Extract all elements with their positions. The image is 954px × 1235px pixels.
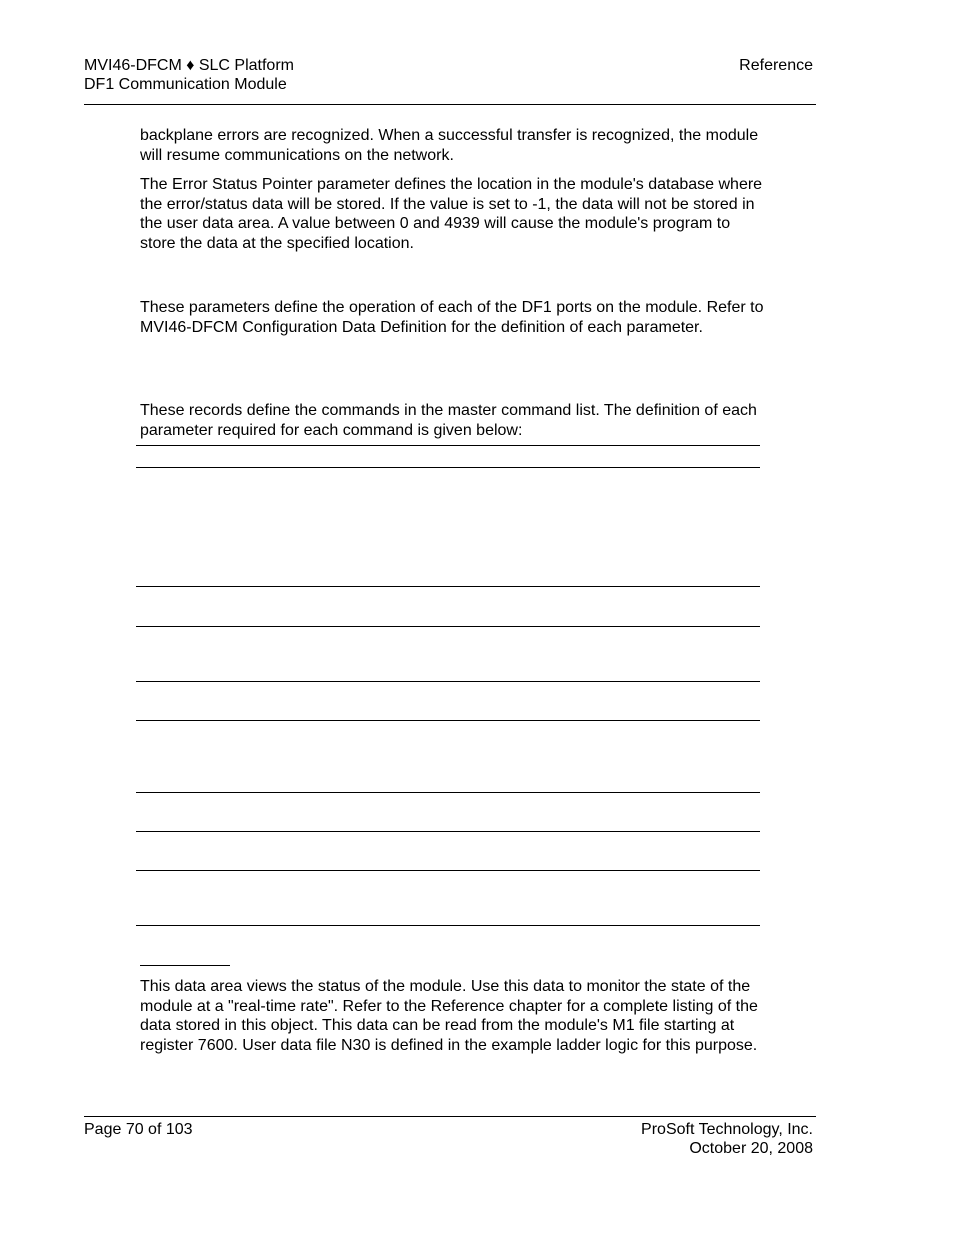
paragraph-df1-port-parameters: These parameters define the operation of each of the DF1 ports on the module. Refer to MVI46-DFCM Configuration Data Definition for the definition of each parameter. [140,299,764,336]
paragraph-status-data-area: This data area views the status of the module. Use this data to monitor the state of the module at a "real-time rate". Refer to the Reference chapter for a complete listing of the data stored in this object. This data can be read from the module's M1 file starting at register 7600. User data file N30 is defined in the example ladder logic for this purpose. [140,978,758,1054]
footer-date: October 20, 2008 [689,1140,813,1157]
table-rule [136,681,760,682]
table-rule [136,925,760,926]
footer-page-number: Page 70 of 103 [84,1121,193,1138]
table-rule [136,445,760,446]
header-title-line2: DF1 Communication Module [84,76,287,93]
table-rule [136,831,760,832]
section-short-rule [140,965,230,966]
table-rule [136,720,760,721]
paragraph-master-command-list: These records define the commands in the master command list. The definition of each parameter required for each command is given below: [140,402,757,439]
table-rule [136,870,760,871]
table-rule [136,586,760,587]
header-title-line1: MVI46-DFCM ♦ SLC Platform [84,57,294,74]
footer-divider [84,1116,816,1117]
header-section: Reference [739,57,813,74]
table-rule [136,626,760,627]
paragraph-backplane-errors: backplane errors are recognized. When a successful transfer is recognized, the module will resume communications on the network. [140,127,759,164]
header-divider [84,104,816,105]
paragraph-error-status-pointer: The Error Status Pointer parameter defines the location in the module's database where the error/status data will be stored. If the value is set to -1, the data will not be stored in the user data area. A value between 0 and 4939 will cause the module's program to store the data at the specified location. [140,176,763,252]
footer-company: ProSoft Technology, Inc. [641,1121,813,1138]
table-rule [136,792,760,793]
table-rule [136,467,760,468]
